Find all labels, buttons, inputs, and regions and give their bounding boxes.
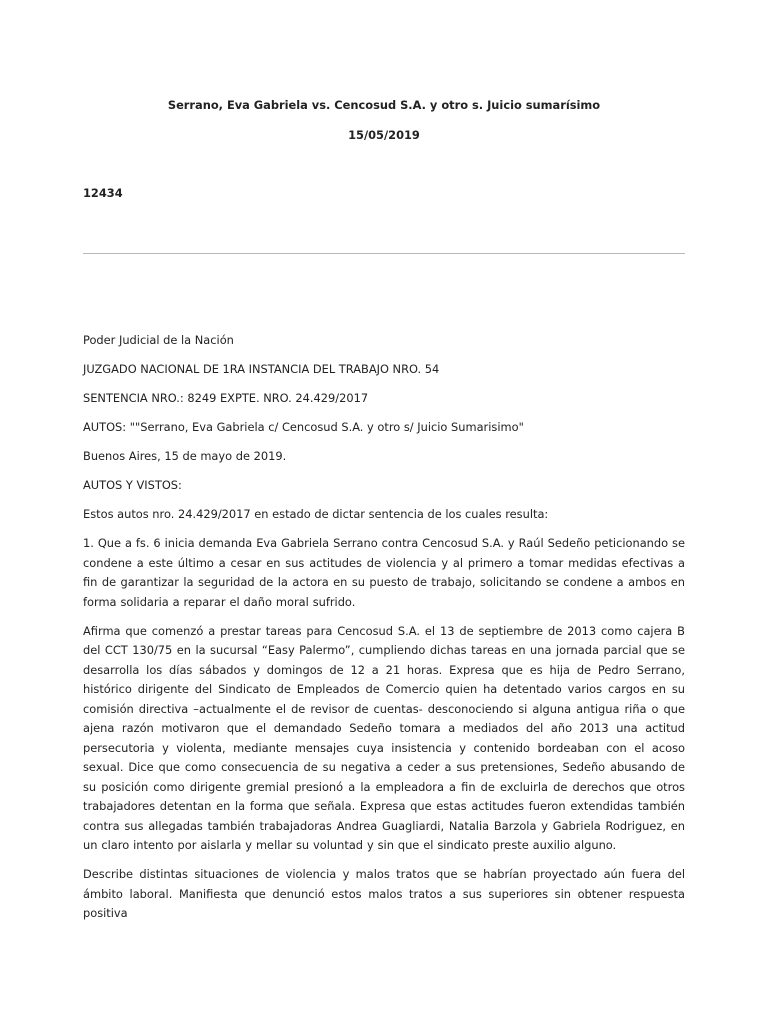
section-heading: AUTOS Y VISTOS: [83,478,182,492]
place-date: Buenos Aires, 15 de mayo de 2019. [83,449,287,463]
paragraph: 1. Que a fs. 6 inicia demanda Eva Gabriela Serrano contra Cencosud S.A. y Raúl Sedeño peticionando se condene a este último a cesar en sus actitudes de violencia y al primero a tomar medidas efectivas a fin de garantizar la seguridad de la actora en su puesto de trabajo, solicitando se condene a ambos en forma solidaria a reparar el daño moral sufrido. [83,536,685,609]
court-name: JUZGADO NACIONAL DE 1RA INSTANCIA DEL TRABAJO NRO. 54 [83,362,440,376]
document-date: 15/05/2019 [348,128,420,142]
paragraph: Describe distintas situaciones de violencia y malos tratos que se habrían proyectado aún fuera del ámbito laboral. Manifiesta que denunció estos malos tratos a sus superiores sin obtener respuesta positiva [83,867,685,920]
document-number: 12434 [83,186,123,200]
divider [83,253,685,254]
document-body [83,331,685,933]
document-title: Serrano, Eva Gabriela vs. Cencosud S.A. y otro s. Juicio sumarísimo [167,98,601,112]
sentence-number: SENTENCIA NRO.: 8249 EXPTE. NRO. 24.429/2017 [83,391,369,405]
court-branch: Poder Judicial de la Nación [83,333,234,347]
case-caption: AUTOS: ""Serrano, Eva Gabriela c/ Cencosud S.A. y otro s/ Juicio Sumarisimo" [83,420,524,434]
paragraph: Afirma que comenzó a prestar tareas para Cencosud S.A. el 13 de septiembre de 2013 como cajera B del CCT 130/75 en la sucursal “Easy Palermo”, cumpliendo dichas tareas en una jornada parcial que se desarrolla los días sábados y domingos de 12 a 21 horas. Expresa que es hija de Pedro Serrano, histórico dirigente del Sindicato de Empleados de Comercio quien ha detentado varios cargos en su comisión directiva –actualmente el de revisor de cuentas- desconociendo si alguna antigua riña o que ajena razón motivaron que el demandado Sedeño tomara a mediados del año 2013 una actitud persecutoria y violenta, mediante mensajes cuya insistencia y contenido bordeaban con el acoso sexual. Dice que como consecuencia de su negativa a ceder a sus pretensiones, Sedeño abusando de su posición como dirigente gremial presionó a la empleadora a fin de excluirla de derechos que otros trabajadores detentan en la forma que señala. Expresa que estas actitudes fueron extendidas también contra sus allegadas también trabajadoras Andrea Guagliardi, Natalia Barzola y Gabriela Rodriguez, en un claro intento por aislarla y mellar su voluntad y sin que el sindicato preste auxilio alguno. [83,623,685,852]
intro-line: Estos autos nro. 24.429/2017 en estado de dictar sentencia de los cuales resulta: [83,507,549,521]
